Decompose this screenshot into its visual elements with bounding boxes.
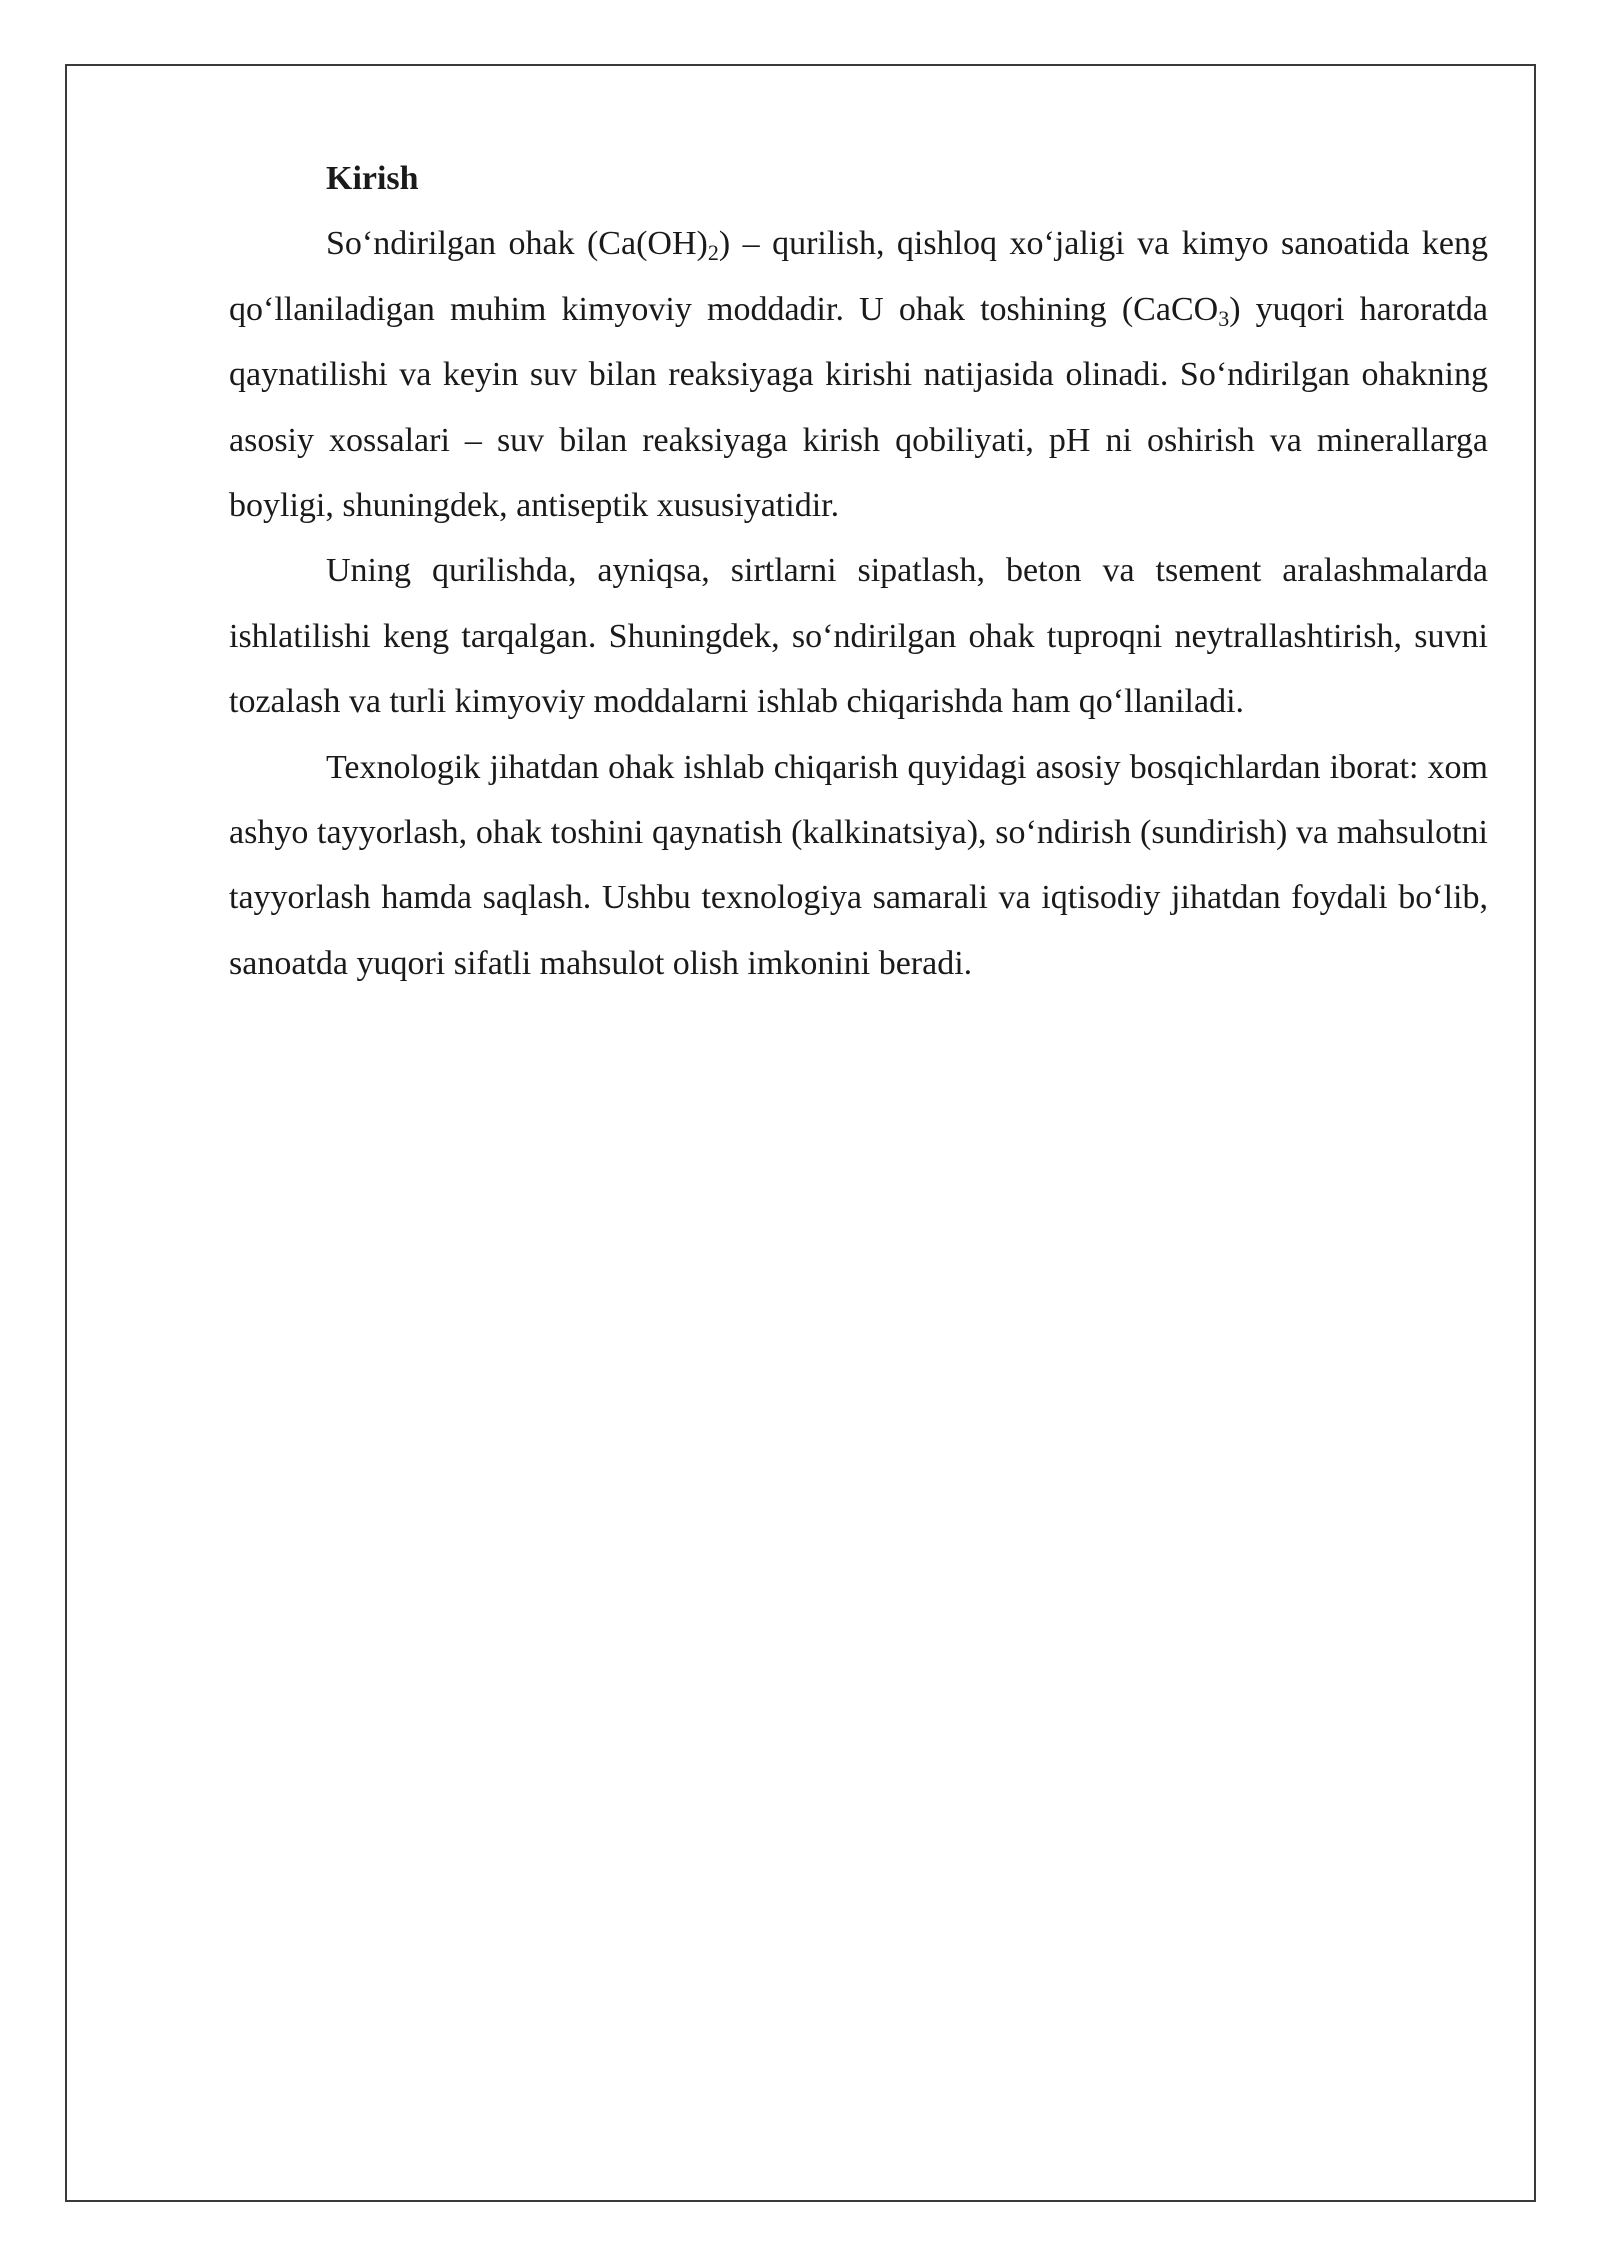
paragraph-1-text-a: So‘ndirilgan ohak (Ca(OH) xyxy=(326,225,708,263)
paragraph-3: Texnologik jihatdan ohak ishlab chiqarish quyidagi asosiy bosqichlardan iborat: xom ashyo tayyorlash, ohak toshini qaynatish (kalkinatsiya), so‘ndirish (sundirish) va mahsulotni tayyorlash hamda saqlash. Ushbu texnologiya samarali va iqtisodiy jihatdan foydali bo‘lib, sanoatda yuqori sifatli mahsulot olish imkonini beradi. xyxy=(229,748,1488,982)
section-heading: Kirish xyxy=(326,160,419,197)
document-body xyxy=(229,146,1488,996)
subscript-2: 2 xyxy=(707,240,719,266)
paragraph-2: Uning qurilishda, ayniqsa, sirtlarni sipatlash, beton va tsement aralashmalarda ishlatilishi keng tarqalgan. Shuningdek, so‘ndirilgan ohak tuproqni neytrallashtirish, suvni tozalash va turli kimyoviy moddalarni ishlab chiqarishda ham qo‘llaniladi. xyxy=(229,552,1488,721)
subscript-3: 3 xyxy=(1218,305,1230,331)
paragraph-1-text-b: ) – qurilish, qishloq xo‘jaligi va kimyo sanoatida keng qo‘llaniladigan muhim kimyoviy moddadir. U ohak toshining (CaCO xyxy=(229,225,1489,328)
paragraph-1 xyxy=(229,211,1488,538)
paragraph-1-text-c: ) yuqori haroratda qaynatilishi va keyin suv bilan reaksiyaga kirishi natijasida olinadi. So‘ndirilgan ohakning asosiy xossalari – suv bilan reaksiyaga kirish qobiliyati, pH ni oshirish va minerallarga boyligi, shuningdek, antiseptik xususiyatidir. xyxy=(229,290,1488,525)
